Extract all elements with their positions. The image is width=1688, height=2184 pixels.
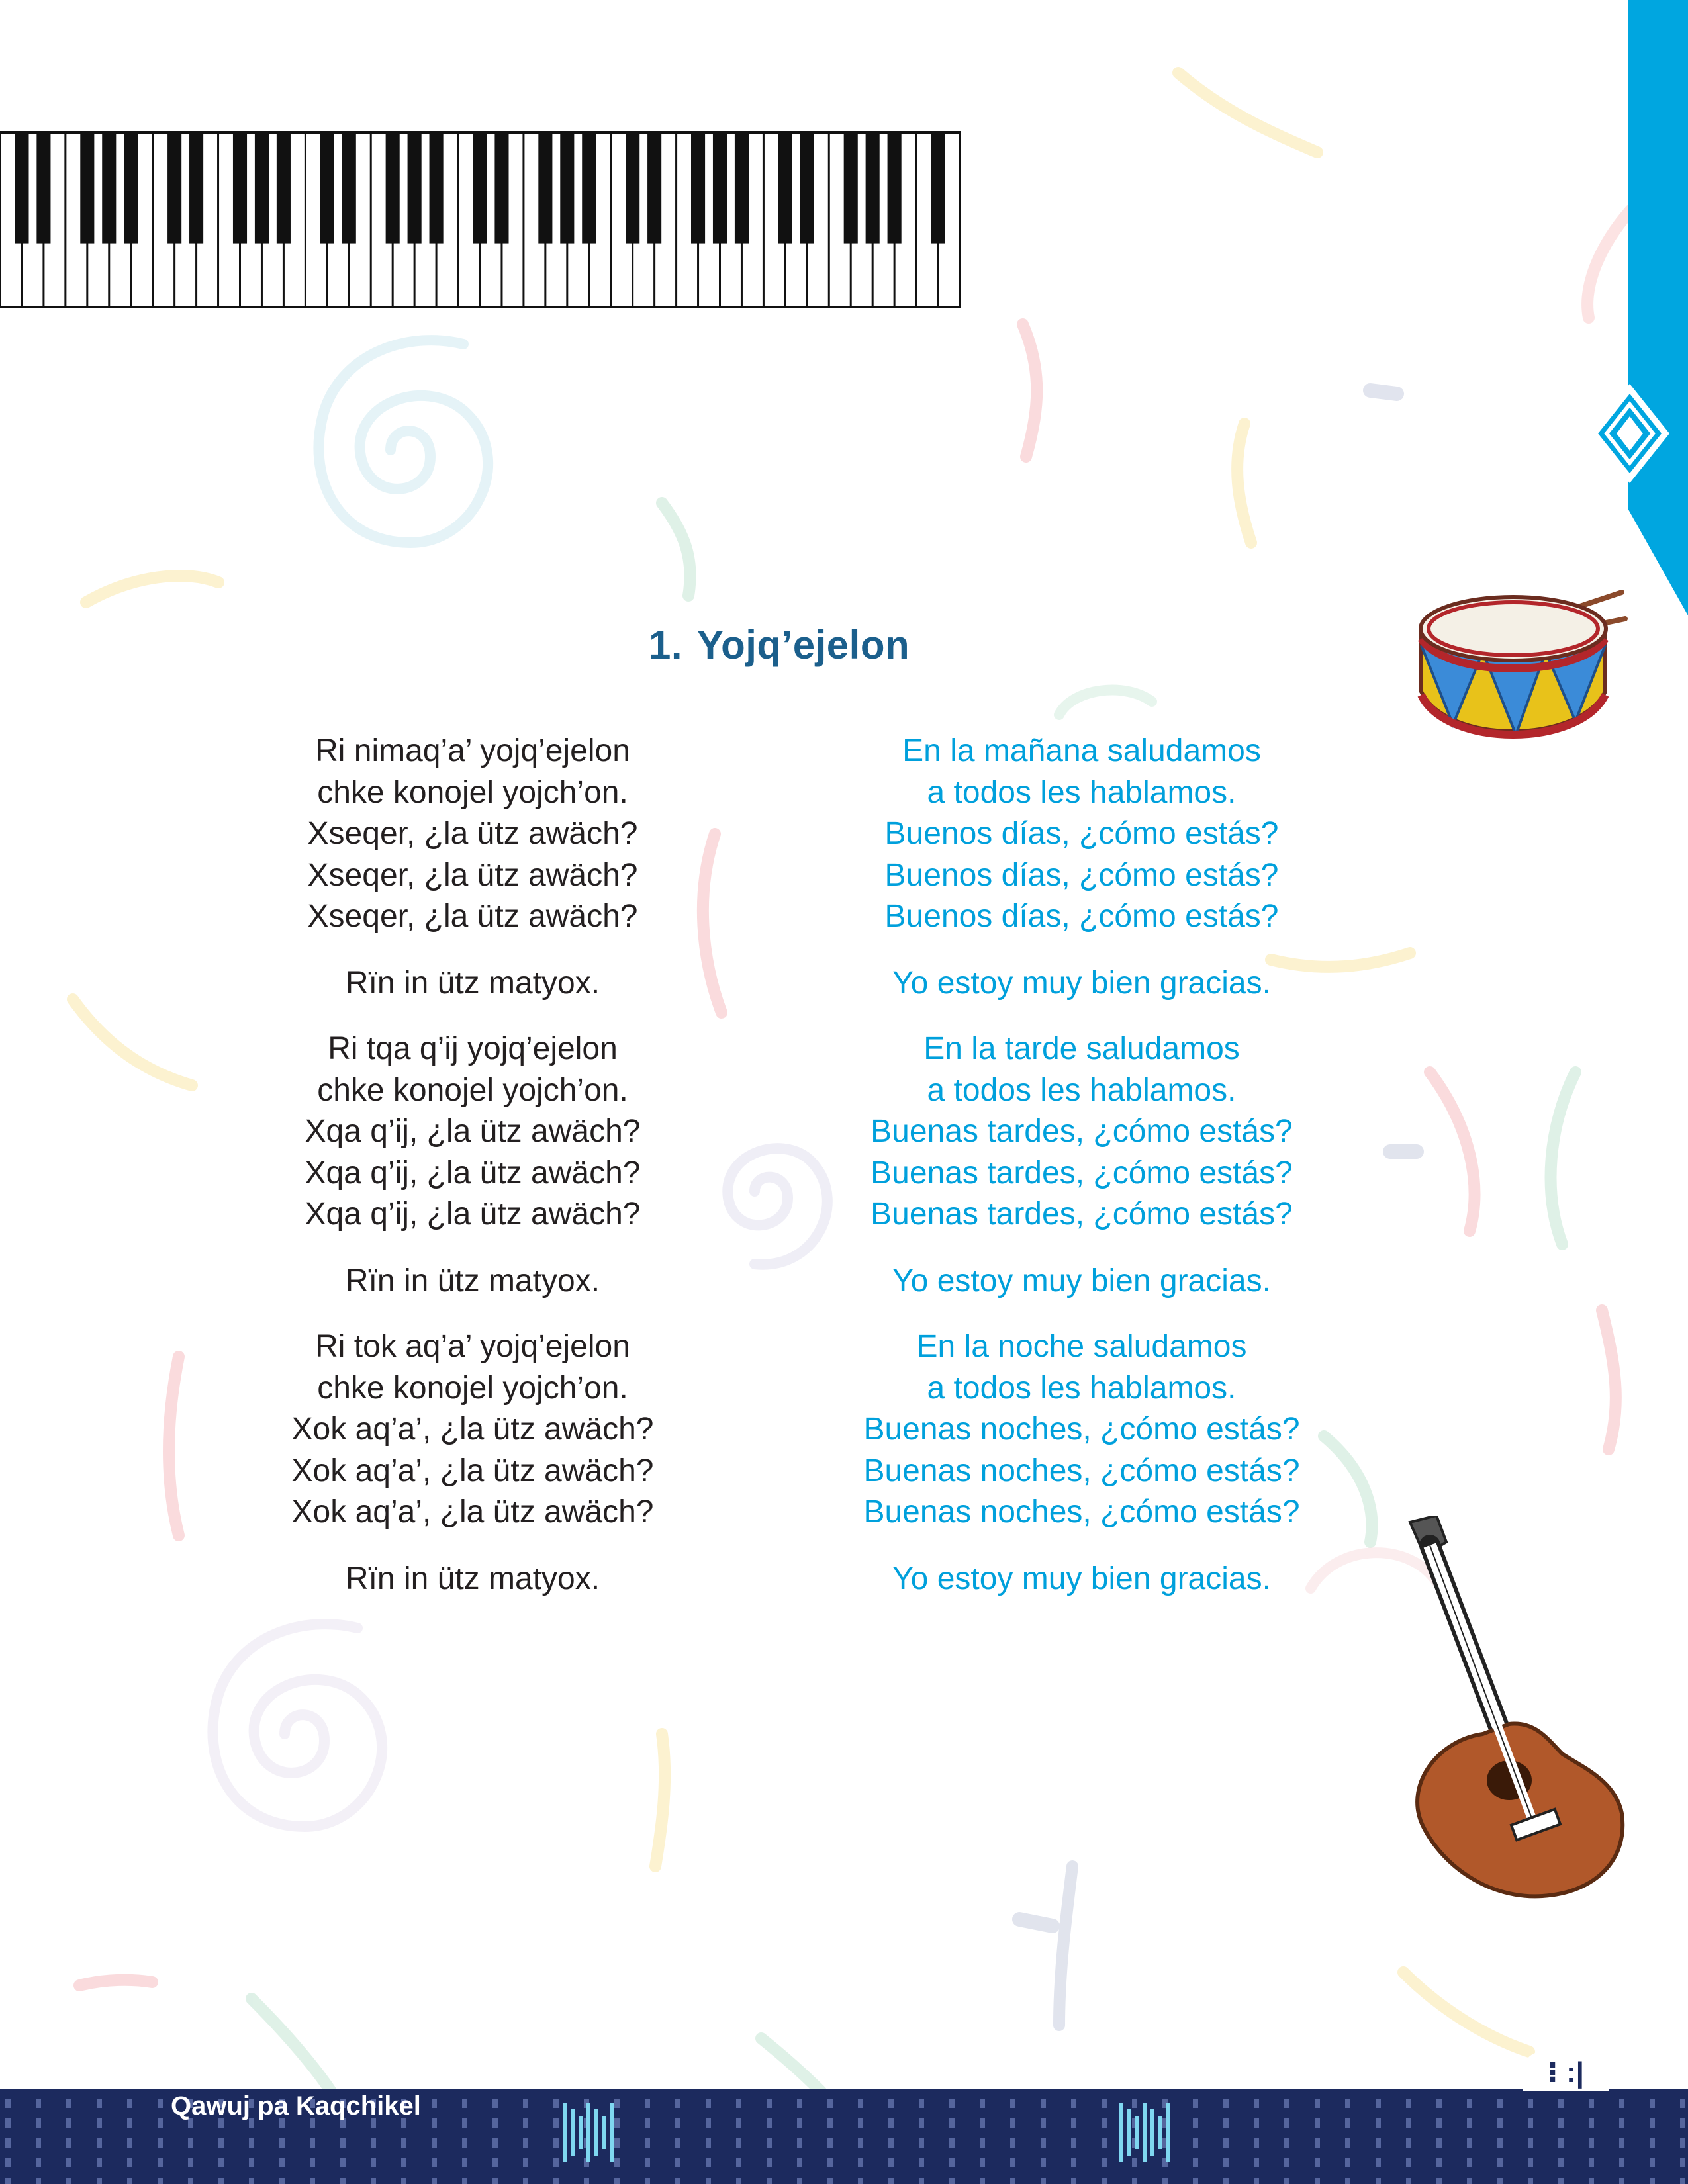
kaqchikel-lyrics [142,731,804,1600]
spanish-stanza [751,1028,1413,1236]
kaqchikel-stanza [142,1028,804,1236]
black-key [538,132,552,244]
lyric-line: Rïn in ütz matyox. [345,1263,600,1298]
black-key [15,132,28,244]
lyric-line: Yo estoy muy bien gracias. [892,1263,1271,1298]
book-title: Qawuj pa Kaqchikel [171,2091,421,2120]
lyric-line: Buenas noches, ¿cómo estás? [863,1453,1300,1488]
lyric-line: Buenos días, ¿cómo estás? [884,816,1279,851]
black-key [277,132,291,244]
song-number: 1. [649,623,683,667]
black-key [626,132,639,244]
lyric-line: Buenos días, ¿cómo estás? [884,899,1279,934]
black-key [189,132,203,244]
lyric-line: Yo estoy muy bien gracias. [892,965,1271,1001]
lyric-line: Xok aq’a’, ¿la ütz awäch? [291,1453,654,1488]
piano-keyboard-icon [0,131,961,308]
kaqchikel-stanza [142,1326,804,1533]
spanish-stanza [751,1326,1413,1533]
black-key [255,132,269,244]
lyric-line: chke konojel yojch’on. [317,1370,628,1406]
black-key [582,132,596,244]
spanish-stanza [751,1261,1413,1302]
lyric-line: Rïn in ütz matyox. [345,1561,600,1596]
kaqchikel-stanza [142,963,804,1005]
lyric-line: Xqa q’ij, ¿la ütz awäch? [305,1155,641,1191]
kaqchikel-stanza [142,1261,804,1302]
black-key [888,132,902,244]
lyric-line: Ri tok aq’a’ yojq’ejelon [315,1329,630,1364]
lyric-line: Rïn in ütz matyox. [345,965,600,1001]
black-key [735,132,749,244]
lyric-line: En la mañana saludamos [902,733,1261,768]
black-key [430,132,444,244]
lyric-line: Buenas noches, ¿cómo estás? [863,1494,1300,1529]
black-key [124,132,138,244]
guitar-icon [1383,1516,1635,1906]
lyric-line: Ri nimaq’a’ yojq’ejelon [315,733,630,768]
lyric-line: a todos les hablamos. [927,1072,1237,1108]
black-key [647,132,661,244]
spanish-lyrics [751,731,1413,1600]
spanish-stanza [751,731,1413,938]
lyric-line: Xseqer, ¿la ütz awäch? [307,857,638,893]
lyric-line: a todos les hablamos. [927,1370,1237,1406]
black-key [778,132,792,244]
lyric-line: En la noche saludamos [916,1329,1247,1364]
lyric-line: Buenas tardes, ¿cómo estás? [870,1155,1293,1191]
black-key [102,132,116,244]
drum-icon [1407,572,1632,745]
lyric-line: Buenos días, ¿cómo estás? [884,857,1279,893]
lyric-line: Xqa q’ij, ¿la ütz awäch? [305,1197,641,1232]
lyric-line: Buenas tardes, ¿cómo estás? [870,1114,1293,1149]
song-title [649,622,910,668]
lyric-line: chke konojel yojch’on. [317,774,628,810]
song-title-text: Yojq’ejelon [697,623,910,667]
lyric-line: Xseqer, ¿la ütz awäch? [307,816,638,851]
black-key [473,132,487,244]
blue-side-tab [1575,0,1688,615]
black-key [931,132,945,244]
lyric-line: En la tarde saludamos [923,1031,1240,1066]
black-key [342,132,356,244]
black-key [866,132,880,244]
black-key [320,132,334,244]
spanish-stanza [751,963,1413,1005]
black-key [713,132,727,244]
black-key [800,132,814,244]
spanish-stanza [751,1559,1413,1600]
kaqchikel-stanza [142,1559,804,1600]
kaqchikel-stanza [142,731,804,938]
black-key [80,132,94,244]
black-key [167,132,181,244]
lyric-line: Buenas noches, ¿cómo estás? [863,1412,1300,1447]
black-key [408,132,422,244]
lyric-line: Xok aq’a’, ¿la ütz awäch? [291,1412,654,1447]
lyric-line: Xok aq’a’, ¿la ütz awäch? [291,1494,654,1529]
lyric-line: Xseqer, ¿la ütz awäch? [307,899,638,934]
lyric-line: chke konojel yojch’on. [317,1072,628,1108]
lyric-line: Xqa q’ij, ¿la ütz awäch? [305,1114,641,1149]
black-key [36,132,50,244]
page-number: ⁝ :| [1523,2052,1609,2091]
lyric-line: a todos les hablamos. [927,774,1237,810]
lyric-line: Ri tqa q’ij yojq’ejelon [328,1031,618,1066]
black-key [844,132,858,244]
black-key [233,132,247,244]
black-key [386,132,400,244]
lyric-line: Buenas tardes, ¿cómo estás? [870,1197,1293,1232]
lyric-line: Yo estoy muy bien gracias. [892,1561,1271,1596]
black-key [494,132,508,244]
black-key [560,132,574,244]
black-key [691,132,705,244]
